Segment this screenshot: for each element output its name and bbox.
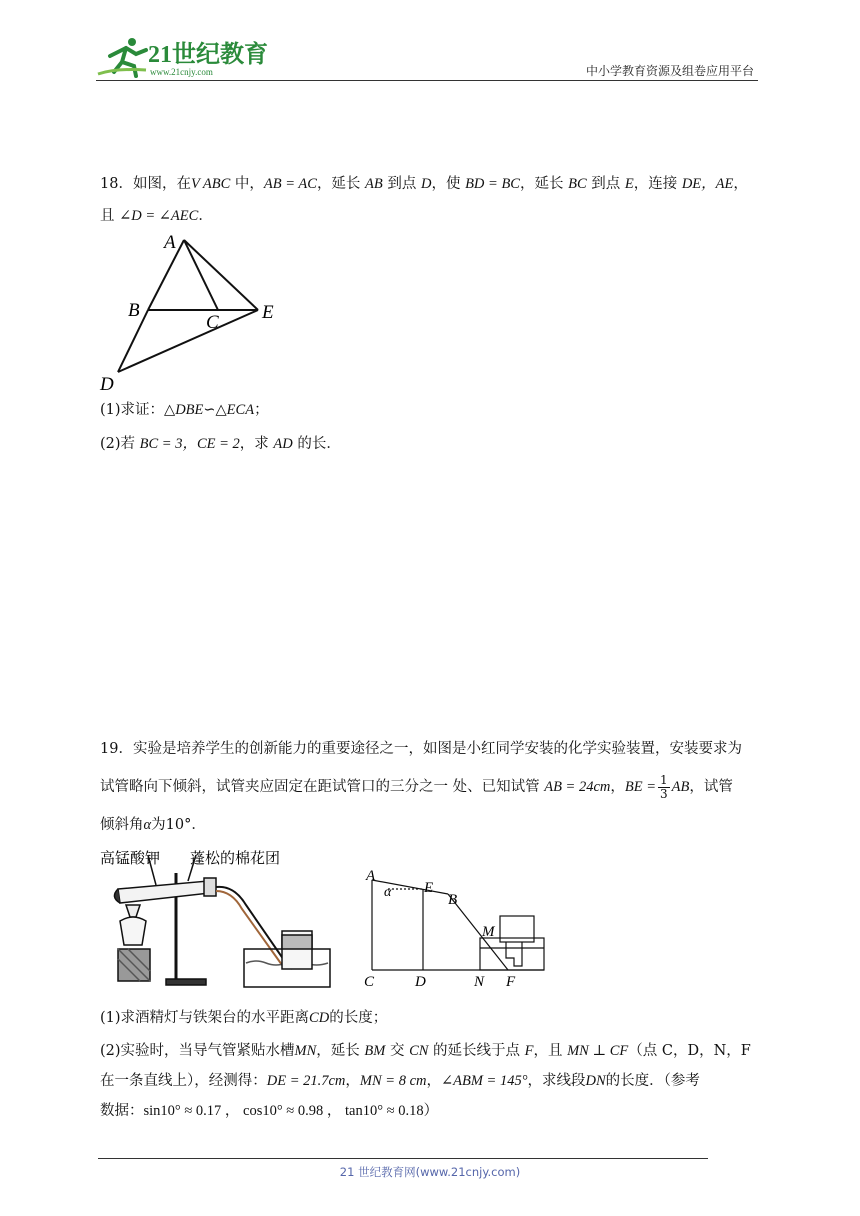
- text: ，使: [431, 176, 466, 192]
- logo-url: www.21cnjy.com: [150, 67, 213, 77]
- text: 中，: [230, 176, 264, 192]
- triangle-figure: [96, 230, 286, 394]
- text: 且: [100, 208, 120, 224]
- text: ，求: [239, 436, 274, 452]
- math: AB = AC: [263, 176, 317, 192]
- math: CD: [309, 1010, 330, 1026]
- text: 实验是培养学生的创新能力的重要途径之一，如图是小红同学安装的化学实验装置，安装要求为: [132, 741, 742, 757]
- logo-text: 21世纪教育: [148, 42, 268, 68]
- label-C: C: [206, 312, 219, 333]
- math: MN: [294, 1043, 317, 1059]
- text: 的延长线于点: [428, 1043, 525, 1059]
- question-18-part-2: [100, 428, 341, 460]
- label-D: D: [100, 374, 114, 394]
- text: ，延长: [519, 176, 569, 192]
- text: (1)求酒精灯与铁架台的水平距离: [100, 1010, 310, 1026]
- fraction-denominator: 3: [660, 786, 668, 801]
- math: AB: [671, 779, 690, 795]
- label-D: D: [415, 974, 426, 990]
- header-platform-name: 中小学教育资源及组卷应用平台: [585, 64, 754, 78]
- text: ，且: [533, 1043, 568, 1059]
- label-B: B: [448, 892, 458, 908]
- question-number: 18．: [100, 176, 133, 192]
- math: ∠D = ∠AEC: [119, 208, 199, 224]
- text: 交: [385, 1043, 410, 1059]
- math: BE =: [624, 779, 656, 795]
- math: α: [143, 817, 152, 833]
- footer-link[interactable]: 21 世纪教育网(www.21cnjy.com): [339, 1165, 521, 1179]
- text: ，延长: [316, 176, 366, 192]
- math: DE = 21.7cm: [266, 1073, 346, 1089]
- math: V ABC: [190, 176, 231, 192]
- label-C: C: [364, 974, 375, 990]
- header-divider: [96, 80, 758, 81]
- text: 如图，在: [132, 176, 191, 192]
- math: BM: [364, 1043, 386, 1059]
- math: BD = BC: [465, 176, 520, 192]
- question-18-stem: [100, 168, 770, 232]
- text: ．: [198, 208, 213, 224]
- text: 试管略向下倾斜，试管夹应固定在距试管口的三分之一 处、已知试管: [100, 779, 545, 795]
- label-cotton-ball: 蓬松的棉花团: [190, 849, 281, 867]
- fraction-one-third: [658, 774, 670, 801]
- label-alpha: α: [384, 885, 392, 900]
- math: AB = 24cm: [544, 779, 611, 795]
- reference-values: sin10° ≈ 0.17 ， cos10° ≈ 0.98 ， tan10° ≈ 0.18: [143, 1103, 424, 1119]
- text: ，连接: [633, 176, 682, 192]
- text: ；: [254, 402, 269, 418]
- label-E: E: [424, 880, 434, 896]
- math: △DBE∽△ECA: [164, 402, 255, 418]
- math: ∠ABM = 145°: [440, 1073, 528, 1089]
- text: 的长度．（参考: [605, 1073, 700, 1089]
- label-A: A: [366, 868, 376, 884]
- math: MN = 8 cm: [359, 1073, 427, 1089]
- footer-divider: [98, 1158, 708, 1159]
- question-number: 19．: [100, 741, 133, 757]
- question-19-part-1: [100, 1002, 387, 1034]
- text: ，: [426, 1073, 441, 1089]
- label-B: B: [128, 300, 140, 321]
- text: （点 C，D，N，F: [628, 1043, 751, 1059]
- label-potassium-permanganate: 高锰酸钾: [100, 849, 161, 867]
- math: MN ⊥ CF: [567, 1043, 629, 1059]
- text: 的长度；: [329, 1010, 388, 1026]
- question-19-stem: [100, 730, 770, 844]
- label-E: E: [262, 302, 274, 323]
- math: E: [624, 176, 634, 192]
- math: DN: [585, 1073, 606, 1089]
- site-logo: [96, 34, 276, 80]
- text: ，延长: [316, 1043, 365, 1059]
- math: AB: [365, 176, 383, 192]
- text: 倾斜角: [100, 817, 144, 833]
- text: 的长．: [292, 436, 341, 452]
- text: ，: [345, 1073, 360, 1089]
- text: ，: [610, 779, 625, 795]
- math: BC: [568, 176, 587, 192]
- question-19-part-2: [100, 1036, 770, 1126]
- math: AD: [273, 436, 293, 452]
- text: ）: [423, 1103, 439, 1119]
- text: ，求线段: [527, 1073, 586, 1089]
- math: CN: [409, 1043, 429, 1059]
- text: 数据：: [100, 1103, 144, 1119]
- text: ，: [733, 176, 748, 192]
- lab-apparatus-figure: [96, 845, 356, 995]
- tube-geometry-figure: [358, 862, 550, 992]
- label-F: F: [506, 974, 516, 990]
- label-N: N: [474, 974, 485, 990]
- math: D: [420, 176, 432, 192]
- text: 为10°．: [151, 817, 206, 833]
- math: F: [524, 1043, 534, 1059]
- math: DE，AE: [681, 176, 734, 192]
- text: (2)若: [100, 436, 140, 452]
- text: 到点: [382, 176, 421, 192]
- math: BC = 3，CE = 2: [139, 436, 240, 452]
- question-18-part-1: [100, 394, 269, 426]
- text: 到点: [586, 176, 625, 192]
- text: 在一条直线上），经测得：: [100, 1073, 267, 1089]
- text: ，试管: [689, 779, 733, 795]
- text: (2)实验时，当导气管紧贴水槽: [100, 1043, 295, 1059]
- fraction-numerator: 1: [660, 772, 668, 787]
- text: (1)求证：: [100, 402, 165, 418]
- label-A: A: [164, 232, 176, 253]
- label-M: M: [482, 924, 495, 940]
